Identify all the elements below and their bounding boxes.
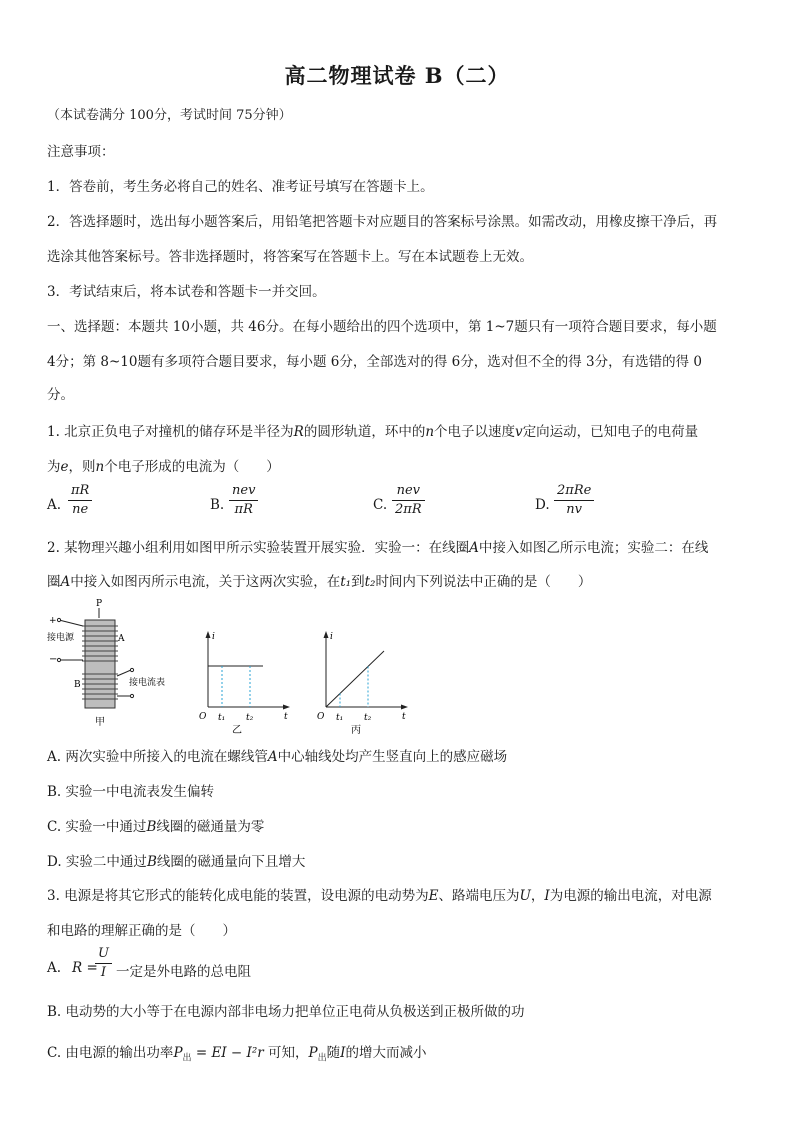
bing-t-label: t — [402, 712, 406, 722]
label-a: A — [118, 634, 125, 644]
caption-bing: 丙 — [351, 725, 361, 736]
q3-option-a-text: 一定是外电路的总电阻 — [116, 964, 251, 980]
q1-option-d-fraction: 2πRe nv — [554, 482, 594, 519]
q3-option-a-letter: A. — [47, 960, 62, 976]
figure-jia-solenoid — [45, 598, 205, 730]
q2-option-a: A. 两次实验中所接入的电流在螺线管A中心轴线处均产生竖直向上的感应磁场 — [47, 749, 508, 765]
caption-jia: 甲 — [95, 717, 105, 728]
q3-option-a-fraction: $\frac{U}{I}$ — [95, 945, 112, 982]
label-p: P — [96, 599, 103, 609]
source-label: 接电源 — [47, 633, 75, 643]
section-1-instructions-line-1: 一、选择题：本题共 10小题，共 46分。在每小题给出的四个选项中，第 1~7题只有一项符合题目要求，每小题 — [47, 319, 717, 335]
notice-heading: 注意事项： — [47, 144, 115, 160]
bing-i-arrow — [324, 631, 329, 638]
bing-current-line — [326, 651, 384, 707]
q1-option-b-letter: B. — [210, 497, 225, 513]
yi-origin: O — [199, 712, 207, 722]
exam-subtitle: （本试卷满分 100分，考试时间 75分钟） — [47, 108, 292, 123]
q3-option-a-lhs: R = — [72, 960, 98, 976]
q1-option-c-letter: C. — [373, 497, 388, 513]
question-2-stem-line-2: 圈A中接入如图丙所示电流，关于这两次实验，在t₁到t₂时间内下列说法中正确的是（ ） — [47, 574, 592, 590]
notice-item-3: 3．考试结束后，将本试卷和答题卡一并交回。 — [47, 284, 326, 300]
notice-item-2-line-1: 2．答选择题时，选出每小题答案后，用铅笔把答题卡对应题目的答案标号涂黑。如需改动，用橡皮擦干净后，再 — [47, 214, 718, 230]
label-b: B — [74, 680, 81, 690]
question-3-stem-line-1: 3. 电源是将其它形式的能转化成电能的装置，设电源的电动势为E、路端电压为U，I为电源的输出电流，对电源 — [47, 888, 712, 904]
figure-yi-constant-current — [196, 625, 296, 740]
q1-option-d-letter: D. — [535, 497, 550, 513]
q2-option-d: D. 实验二中通过B线圈的磁通量向下且增大 — [47, 854, 306, 870]
page-title: 高二物理试卷 B（二） — [284, 63, 510, 88]
question-2-stem-line-1: 2. 某物理兴趣小组利用如图甲所示实验装置开展实验．实验一：在线圈A中接入如图乙所示电流；实验二：在线 — [47, 540, 709, 556]
yi-i-label: i — [212, 632, 215, 642]
plus-sign: + — [49, 616, 57, 626]
q3-option-b: B. 电动势的大小等于在电源内部非电场力把单位正电荷从负极送到正极所做的功 — [47, 1004, 525, 1020]
q1-option-a-letter: A. — [47, 497, 62, 513]
meter-wire-1 — [117, 670, 131, 676]
bing-t2-label: t₂ — [364, 713, 372, 723]
notice-item-1: 1．答卷前，考生务必将自己的姓名、准考证号填写在答题卡上。 — [47, 179, 434, 195]
q1-option-b-fraction: nev πR — [229, 482, 258, 519]
meter-terminal-2 — [130, 694, 133, 697]
q3-option-c: C. 由电源的输出功率$P_出$ = EI − I²r 可知，$P_出$随I的增大而减小 — [47, 1045, 427, 1064]
yi-t-label: t — [284, 712, 288, 722]
question-3-stem-line-2: 和电路的理解正确的是（ ） — [47, 923, 236, 939]
q2-option-b: B. 实验一中电流表发生偏转 — [47, 784, 215, 800]
yi-t-arrow — [283, 705, 290, 710]
caption-yi: 乙 — [232, 725, 242, 736]
q1-option-a-fraction: $\frac{\pi R}{ne}$ — [68, 482, 92, 519]
minus-sign: − — [49, 654, 58, 665]
terminal-minus — [57, 658, 60, 661]
yi-i-arrow — [206, 631, 211, 638]
meter-label: 接电流表 — [129, 678, 166, 688]
terminal-plus — [57, 618, 60, 621]
bing-t-arrow — [401, 705, 408, 710]
meter-terminal-1 — [130, 668, 133, 671]
bing-t1-label: t₁ — [336, 713, 344, 723]
q2-option-c: C. 实验一中通过B线圈的磁通量为零 — [47, 819, 265, 835]
bing-origin: O — [317, 712, 325, 722]
notice-item-2-line-2: 选涂其他答案标号。答非选择题时，将答案写在答题卡上。写在本试题卷上无效。 — [47, 249, 533, 265]
yi-t1-label: t₁ — [218, 713, 226, 723]
source-wire-plus — [59, 620, 83, 626]
question-1-stem-line-1: 1. 北京正负电子对撞机的储存环是半径为R的圆形轨道，环中的n个电子以速度v定向运动，已知电子的电荷量 — [47, 424, 699, 440]
question-1-stem-line-2: 为e，则n个电子形成的电流为（ ） — [47, 459, 280, 475]
section-1-instructions-line-2: 4分；第 8~10题有多项符合题目要求，每小题 6分，全部选对的得 6分，选对但不全的得 3分，有选错的得 0 — [47, 354, 702, 370]
yi-t2-label: t₂ — [246, 713, 254, 723]
figure-bing-increasing-current — [314, 625, 414, 740]
solenoid-core — [85, 620, 115, 708]
bing-i-label: i — [330, 632, 333, 642]
section-1-instructions-line-3: 分。 — [47, 387, 74, 403]
q1-option-c-fraction: nev 2πR — [392, 482, 425, 519]
